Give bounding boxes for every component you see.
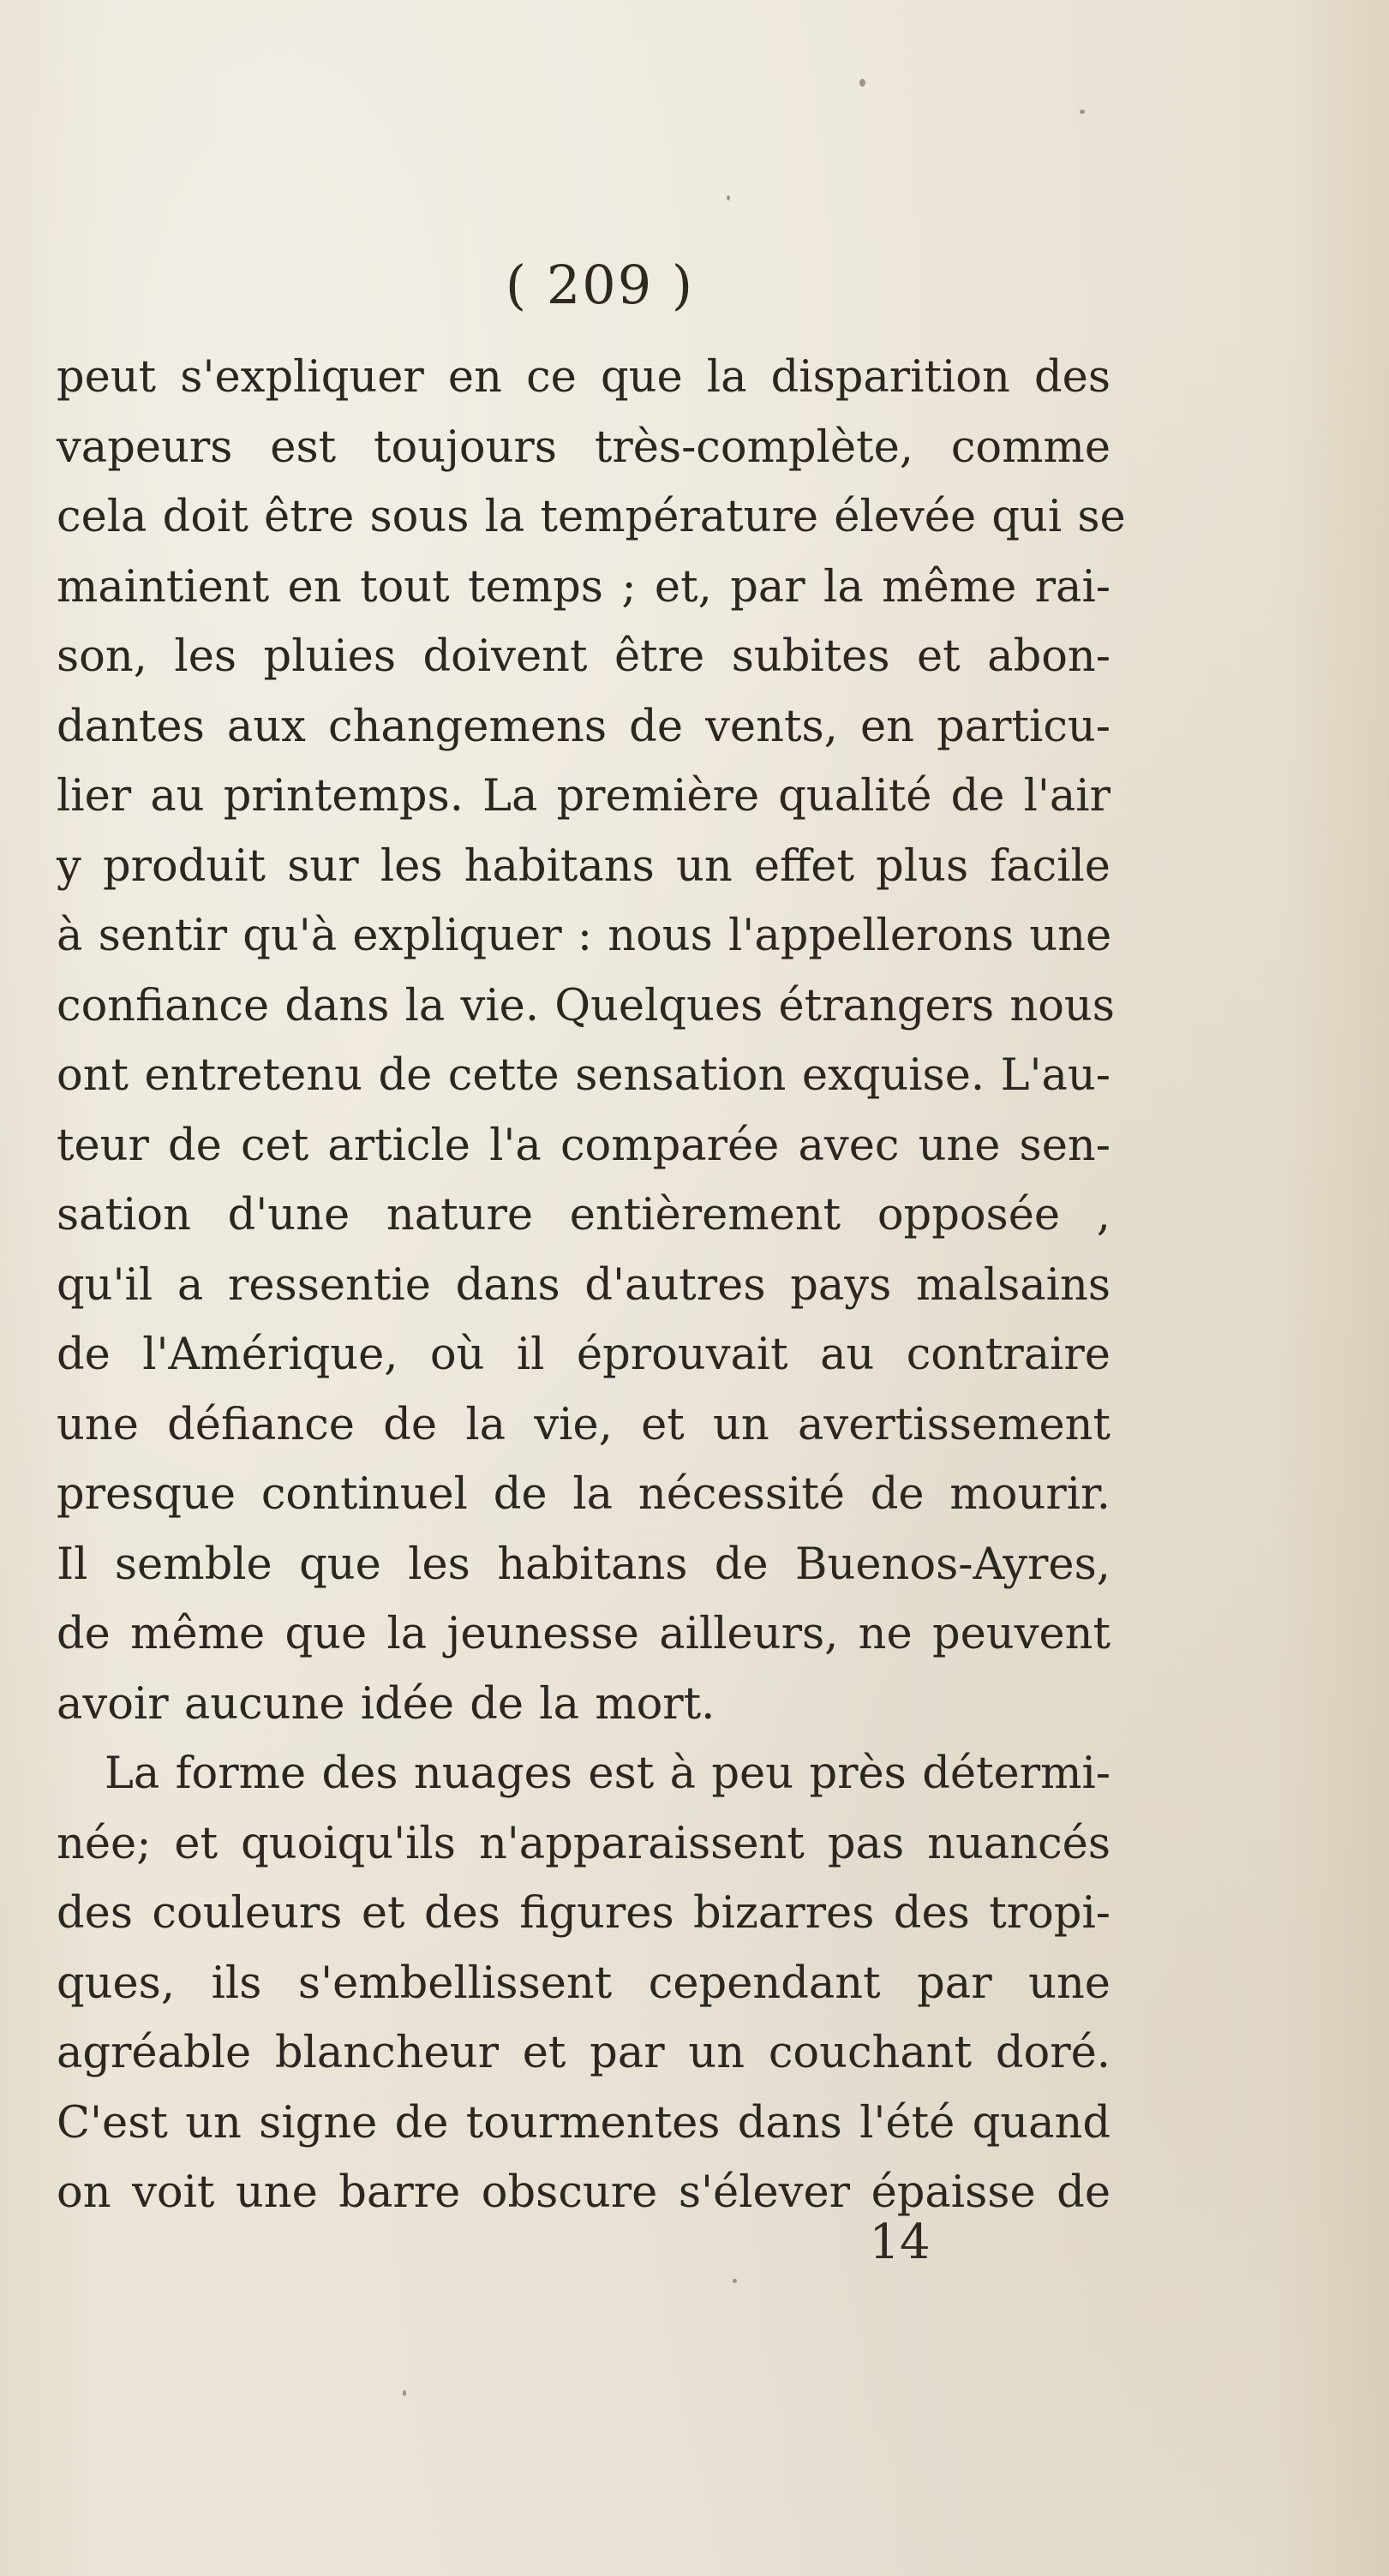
- text-line: maintient en tout temps ; et, par la même rai-: [57, 561, 1111, 613]
- text-line: La forme des nuages est à peu près détermi-: [105, 1748, 1111, 1799]
- text-line: confiance dans la vie. Quelques étrangers nous: [57, 980, 1115, 1031]
- text-line: agréable blancheur et par un couchant doré.: [57, 2028, 1111, 2078]
- text-line: une défiance de la vie, et un avertissement: [57, 1399, 1111, 1450]
- signature-mark: 14: [869, 2214, 931, 2270]
- text-line: son, les pluies doivent être subites et abon-: [57, 631, 1111, 682]
- paper-speck: [1080, 110, 1085, 114]
- paper-speck: [859, 79, 865, 87]
- paper-speck: [403, 2390, 406, 2396]
- text-line: des couleurs et des figures bizarres des tropi-: [57, 1888, 1111, 1939]
- text-line: sation d'une nature entièrement opposée ,: [57, 1190, 1111, 1240]
- paper-speck: [733, 2279, 737, 2283]
- text-line: on voit une barre obscure s'élever épaisse de: [57, 2167, 1111, 2218]
- text-line: Il semble que les habitans de Buenos-Ayres,: [57, 1539, 1111, 1590]
- text-line: peut s'expliquer en ce que la disparition des: [57, 352, 1111, 403]
- text-line: presque continuel de la nécessité de mourir.: [57, 1469, 1111, 1520]
- text-line: teur de cet article l'a comparée avec une sen-: [57, 1120, 1111, 1171]
- text-line: cela doit être sous la température élevée qui se: [57, 492, 1126, 542]
- text-line: qu'il a ressentie dans d'autres pays malsains: [57, 1259, 1111, 1311]
- text-line: née; et quoiqu'ils n'apparaissent pas nuancés: [57, 1818, 1111, 1869]
- text-line: dantes aux changemens de vents, en particu-: [57, 701, 1111, 752]
- text-line: C'est un signe de tourmentes dans l'été quand: [57, 2097, 1111, 2149]
- text-line: y produit sur les habitans un effet plus facile: [57, 840, 1111, 892]
- paper-speck: [727, 195, 730, 200]
- text-line: ont entretenu de cette sensation exquise. L'au-: [57, 1050, 1111, 1101]
- text-line: à sentir qu'à expliquer : nous l'appellerons une: [57, 911, 1112, 961]
- text-line: avoir aucune idée de la mort.: [57, 1678, 715, 1730]
- text-line: vapeurs est toujours très-complète, comme: [57, 421, 1111, 473]
- page-number: ( 209 ): [505, 254, 695, 316]
- text-line: ques, ils s'embellissent cependant par une: [57, 1957, 1111, 2009]
- text-line: de l'Amérique, où il éprouvait au contraire: [57, 1330, 1111, 1380]
- text-line: de même que la jeunesse ailleurs, ne peuvent: [57, 1609, 1111, 1659]
- body-text: [57, 343, 1126, 2228]
- text-line: lier au printemps. La première qualité de l'air: [57, 771, 1111, 822]
